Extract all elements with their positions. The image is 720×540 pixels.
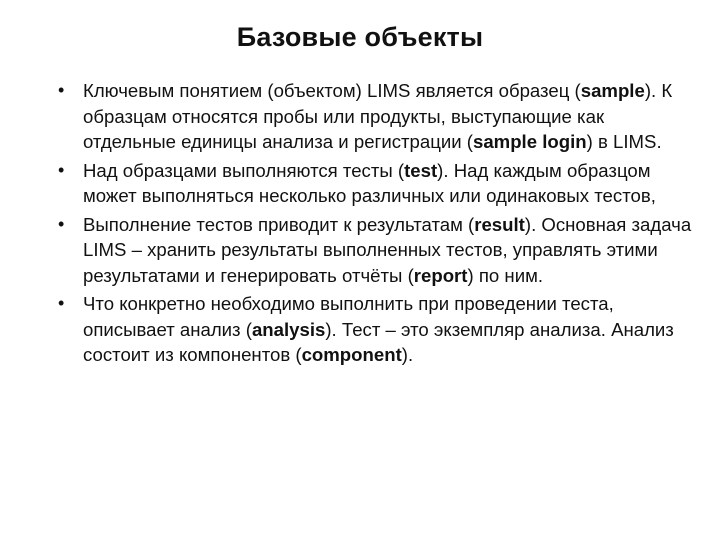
bullet-text — [83, 214, 691, 286]
bullet-text-segment: ). Над каждым образцом может выполняться несколько различных или одинаковых тестов, — [83, 159, 656, 206]
term-test: test — [404, 159, 438, 181]
bullet-text-segment: Выполнение тестов приводит к результатам ( — [83, 213, 475, 235]
bullet-text — [83, 80, 672, 152]
bullet-item — [58, 158, 694, 209]
bullet-text-segment: ). — [401, 344, 414, 365]
bullet-text-segment: ). К образцам относятся пробы или продукты, выступающие как отдельные единицы анализа и регистрации ( — [83, 80, 673, 152]
bullet-item — [58, 212, 694, 289]
bullet-item — [58, 291, 694, 368]
term-component: component — [301, 344, 402, 365]
term-result: result — [474, 213, 525, 235]
term-sample-login: sample login — [472, 131, 587, 152]
bullet-text-segment: ) в LIMS. — [586, 131, 662, 152]
bullet-text — [83, 160, 656, 207]
bullet-text-segment: ) по ним. — [467, 264, 544, 286]
bullet-text-segment: Над образцами выполняются тесты ( — [83, 159, 405, 181]
bullet-dot-icon: • — [58, 213, 65, 234]
bullet-dot-icon: • — [58, 159, 65, 180]
bullet-text-segment: Ключевым понятием (объектом) LIMS является образец ( — [83, 80, 581, 101]
bullet-text-segment: ). Основная задача LIMS – хранить результаты выполненных тестов, управлять этими результатами и генерировать отчёты ( — [83, 213, 692, 286]
term-analysis: analysis — [251, 318, 326, 340]
bullet-text-segment: ). Тест – это экземпляр анализа. Анализ состоит из компонентов ( — [83, 318, 674, 365]
bullet-item — [58, 78, 694, 155]
bullet-text-segment: Что конкретно необходимо выполнить при проведении теста, описывает анализ ( — [83, 293, 614, 340]
bullet-list — [58, 78, 694, 371]
bullet-dot-icon: • — [58, 80, 65, 100]
bullet-dot-icon: • — [58, 293, 65, 313]
term-report: report — [413, 264, 468, 286]
term-sample: sample — [580, 80, 645, 101]
bullet-text — [83, 293, 674, 365]
slide-title: Базовые объекты — [236, 22, 484, 52]
